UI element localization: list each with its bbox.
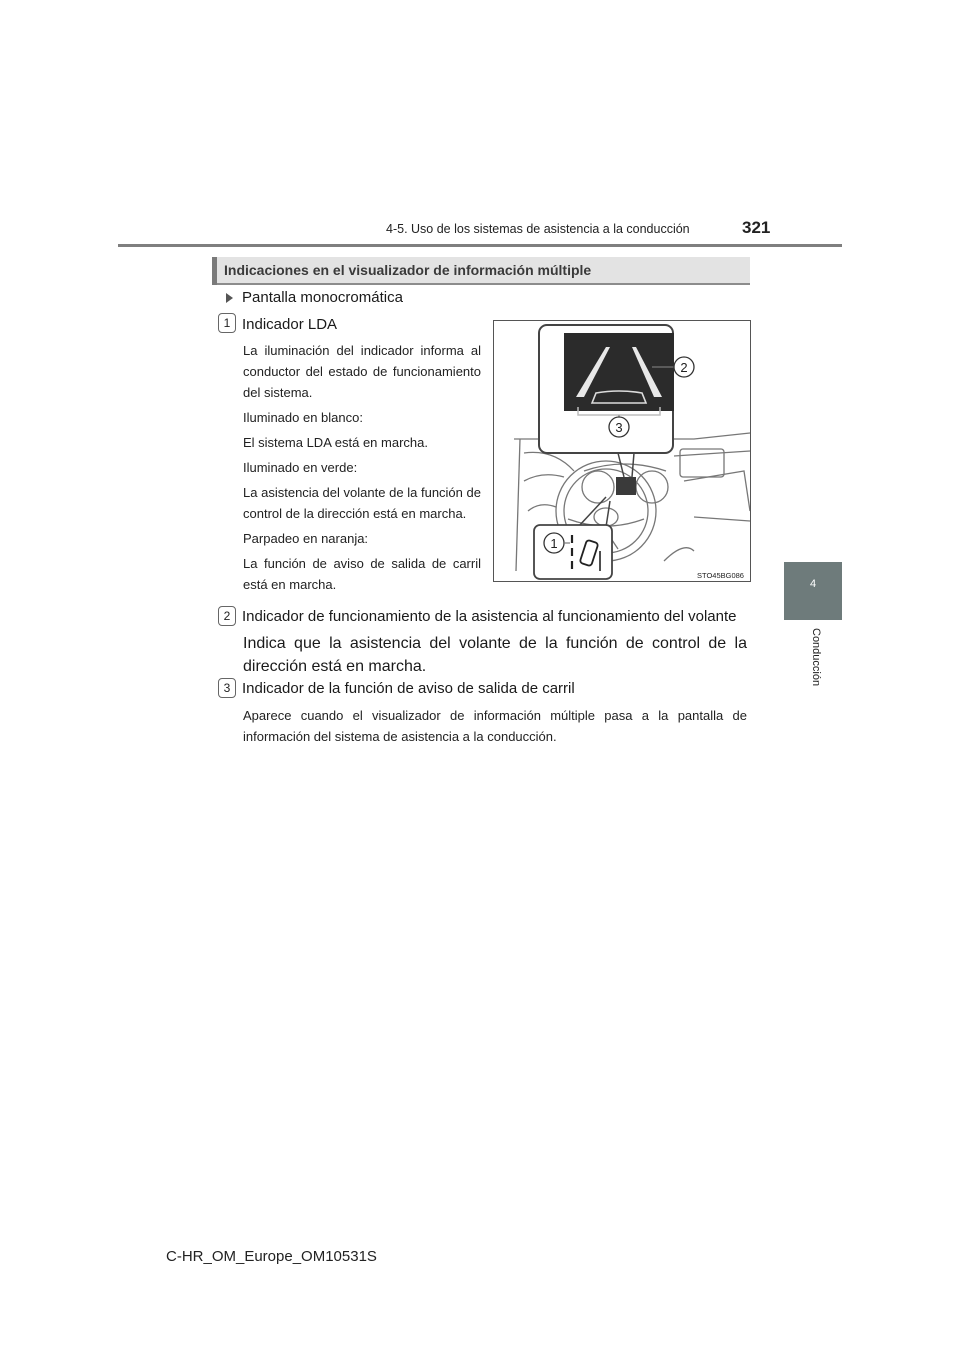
center-console-line	[694, 517, 750, 521]
item-paragraph: Parpadeo en naranja:	[243, 531, 369, 546]
display-screen	[564, 333, 674, 411]
dash-curve	[524, 452, 574, 471]
section-heading-accent	[212, 257, 217, 285]
section-heading: Indicaciones en el visualizador de información múltiple	[224, 262, 592, 278]
callout-2-label: 2	[680, 360, 688, 375]
header-rule	[118, 244, 842, 247]
document-footer: C-HR_OM_Europe_OM10531S	[166, 1248, 377, 1265]
a-pillar-line	[516, 439, 520, 571]
item-title: Indicador LDA	[242, 316, 338, 333]
multi-info-display	[616, 477, 636, 495]
running-header-section: 4-5. Uso de los sistemas de asistencia a la conducción	[386, 222, 690, 236]
bullet-text: Pantalla monocromática	[242, 289, 403, 306]
item-paragraph: Iluminado en verde:	[243, 460, 358, 475]
page-number: 321	[742, 218, 771, 237]
item-title: Indicador de la función de aviso de salida de carril	[242, 680, 575, 697]
item-paragraph: La asistencia del volante de la función de control de la dirección está en marcha.	[243, 485, 481, 521]
speedometer-gauge	[582, 471, 614, 503]
item-paragraph: Aparece cuando el visualizador de información múltiple pasa a la pantalla de información del sistema de asistencia a la conducción.	[243, 708, 747, 744]
zoom-leader-line	[618, 453, 624, 477]
dash-curve	[524, 475, 564, 481]
item-paragraph: Indica que la asistencia del volante de la función de control de la dirección está en marcha.	[243, 635, 747, 675]
item-paragraph: Iluminado en blanco:	[243, 410, 363, 425]
dashboard-drawing	[494, 321, 750, 581]
bullet-triangle-icon	[226, 293, 233, 303]
center-console-line	[674, 451, 750, 456]
item-number-badge: 3	[218, 678, 236, 698]
item-number-badge: 1	[218, 313, 236, 333]
item-paragraph: El sistema LDA está en marcha.	[243, 435, 428, 450]
figure-code: STO45BG086	[697, 571, 744, 580]
zoom-leader-line	[632, 453, 634, 477]
chapter-title: Conducción	[810, 628, 822, 687]
zoom-leader-line	[606, 501, 610, 527]
callout-1-label: 1	[550, 536, 558, 551]
item-paragraph: La función de aviso de salida de carril está en marcha.	[243, 556, 481, 592]
chapter-number: 4	[809, 578, 817, 590]
callout-3-label: 3	[615, 420, 623, 435]
dash-curve	[664, 548, 694, 561]
dash-curve	[528, 505, 556, 511]
item-number-badge: 2	[218, 606, 236, 626]
item-1-body	[243, 340, 481, 595]
item-paragraph: La iluminación del indicador informa al conductor del estado de funcionamiento del sistema.	[243, 343, 481, 400]
chapter-tab	[784, 562, 842, 620]
dashboard-illustration	[493, 320, 751, 582]
item-title: Indicador de funcionamiento de la asistencia al funcionamiento del volante	[242, 608, 737, 625]
